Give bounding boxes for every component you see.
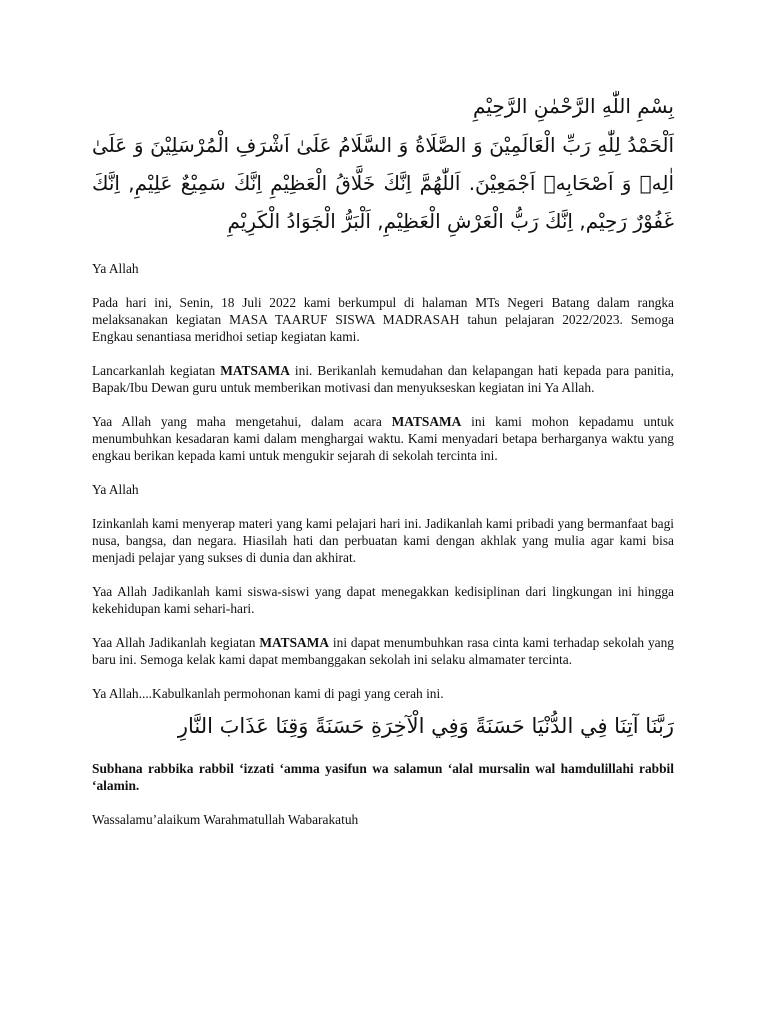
closing-subhana: Subhana rabbika rabbil ‘izzati ‘amma yasifun wa salamun ‘alal mursalin wal hamdulillahi rabbil ‘alamin.: [92, 761, 674, 793]
paragraph-rasa-cinta: [92, 634, 674, 668]
arabic-bismillah: بِسْمِ اللّٰهِ الرَّحْمٰنِ الرَّحِيْمِ: [472, 94, 674, 118]
paragraph-kedisiplinan: Yaa Allah Jadikanlah kami siswa-siswi yang dapat menegakkan kedisiplinan dari lingkungan ini hingga kekehidupan kami sehari-hari.: [92, 584, 674, 616]
text-segment: Yaa Allah yang maha mengetahui, dalam acara: [92, 414, 392, 429]
text-segment: ini. Berikanlah kemudahan dan kelapangan hati kepada para panitia, Bapak/Ibu Dewan guru untuk memberikan motivasi dan menyukseskan kegiatan ini Ya Allah.: [92, 363, 674, 395]
paragraph-lancarkanlah: [92, 362, 674, 396]
text-segment: Yaa Allah Jadikanlah kegiatan: [92, 635, 260, 650]
paragraph-ya-allah-2: Ya Allah: [92, 482, 139, 497]
paragraph-opening: Pada hari ini, Senin, 18 Juli 2022 kami berkumpul di halaman MTs Negeri Batang dalam rangka melaksanakan kegiatan MASA TAARUF SISWA MADRASAH tahun pelajaran 2022/2023. Semoga Engkau senantiasa meridhoi setiap kegiatan kami.: [92, 295, 674, 344]
document-page: [92, 86, 674, 828]
text-segment: ini kami mohon kepadamu untuk menumbuhkan kesadaran kami dalam menghargai waktu. Kami menyadari betapa berharganya waktu yang engkau berikan kepada kami untuk mengukir sejarah di sekolah tercinta ini.: [92, 414, 674, 463]
text-segment: ini dapat menumbuhkan rasa cinta kami terhadap sekolah yang baru ini. Semoga kelak kami dapat membanggakan sekolah ini selaku almamater tercinta.: [92, 635, 674, 667]
matsama-bold: MATSAMA: [259, 635, 330, 650]
arabic-opening-prayer: اَلْحَمْدُ لِلّٰهِ رَبِّ الْعَالَمِيْنَ وَ الصَّلَاةُ وَ السَّلَامُ عَلَىٰ اَشْرَفِ الْمُرْسَلِيْنَ وَ عَلَىٰ اٰلِهٖ وَ اَصْحَابِهٖ اَجْمَعِيْنَ. اَللّٰهُمَّ اِنَّكَ خَلَّاقُ الْعَظِيْمِ اِنَّكَ سَمِيْعٌ عَلِيْمِ, اِنَّكَ غَفُوْرٌ رَحِيْم, اِنَّكَ رَبُّ الْعَرْشِ الْعَظِيْمِ, اَلْبَرُّ الْجَوَادُ الْكَرِيْمِ: [92, 133, 674, 233]
matsama-bold: MATSAMA: [391, 414, 462, 429]
closing-salam: Wassalamu’alaikum Warahmatullah Wabarakatuh: [92, 812, 359, 827]
matsama-bold: MATSAMA: [220, 363, 290, 378]
arabic-dua-sapu-jagat: رَبَّنَا آتِنَا فِي الدُّنْيَا حَسَنَةً وَفِي الْآخِرَةِ حَسَنَةً وَقِنَا عَذَابَ النَّارِ: [177, 714, 674, 738]
text-segment: Lancarkanlah kegiatan: [92, 363, 221, 378]
paragraph-ya-allah-1: Ya Allah: [92, 261, 139, 276]
paragraph-izinkanlah: Izinkanlah kami menyerap materi yang kami pelajari hari ini. Jadikanlah kami pribadi yang bermanfaat bagi nusa, bangsa, dan negara. Hiasilah hati dan perbuatan kami dengan akhlak yang mulia agar kami bisa menjadi pelajar yang sukses di dunia dan akhirat.: [92, 516, 674, 565]
paragraph-kabulkanlah: Ya Allah....Kabulkanlah permohonan kami di pagi yang cerah ini.: [92, 686, 444, 701]
paragraph-maha-mengetahui: [92, 413, 674, 464]
